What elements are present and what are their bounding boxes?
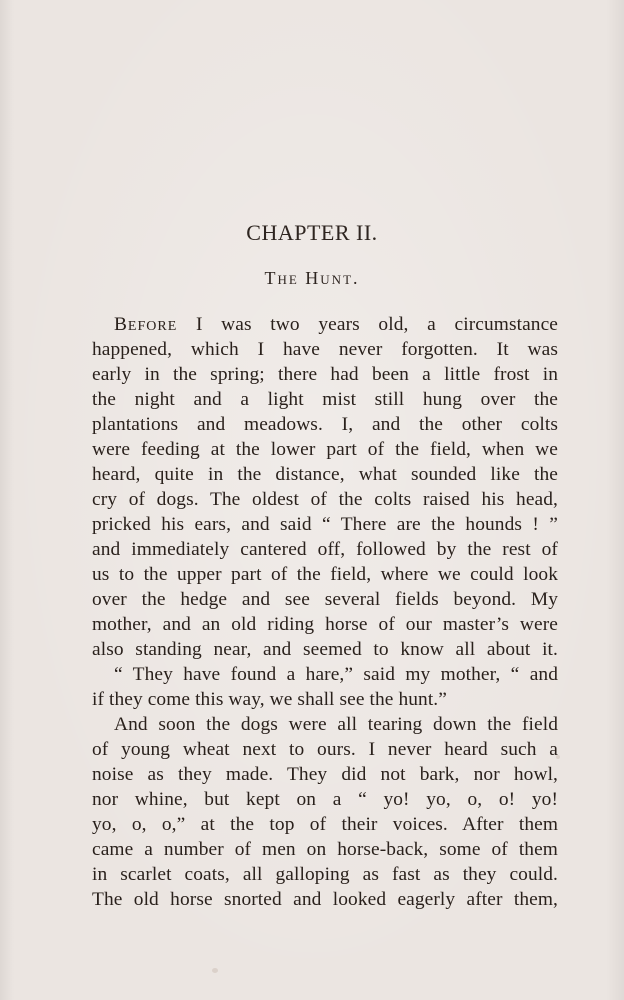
text-line-content: “ They have found a hare,” said my mother, “ and bbox=[114, 664, 558, 685]
text-line bbox=[92, 512, 558, 537]
text-line bbox=[92, 812, 558, 837]
text-line-content: also standing near, and seemed to know all about it. bbox=[92, 639, 558, 660]
text-line-content: in scarlet coats, all galloping as fast as they could. bbox=[92, 864, 558, 885]
text-line-content: mother, and an old riding horse of our master’s were bbox=[92, 614, 558, 635]
text-line bbox=[92, 387, 558, 412]
chapter-body-text bbox=[92, 312, 558, 912]
chapter-title: CHAPTER II. bbox=[246, 220, 378, 245]
text-line bbox=[92, 637, 558, 662]
text-line bbox=[92, 887, 558, 912]
text-line-content: the night and a light mist still hung over the bbox=[92, 389, 558, 410]
text-line-content: plantations and meadows. I, and the other colts bbox=[92, 414, 558, 435]
text-line bbox=[92, 562, 558, 587]
text-line bbox=[92, 712, 558, 737]
paper-stain bbox=[556, 755, 560, 759]
paper-stain bbox=[212, 968, 218, 973]
text-line-content: heard, quite in the distance, what sounded like the bbox=[92, 464, 558, 485]
text-line bbox=[92, 462, 558, 487]
text-line bbox=[92, 862, 558, 887]
text-line-content: cry of dogs. The oldest of the colts raised his head, bbox=[92, 489, 558, 510]
text-line-content: of young wheat next to ours. I never heard such a bbox=[92, 739, 558, 760]
text-line-content: if they come this way, we shall see the hunt.” bbox=[92, 689, 447, 710]
text-line-content: early in the spring; there had been a little frost in bbox=[92, 364, 558, 385]
text-line-content: I was two years old, a circumstance bbox=[177, 314, 558, 335]
text-line bbox=[92, 837, 558, 862]
text-line-content: The old horse snorted and looked eagerly after them, bbox=[92, 889, 558, 910]
text-line-content: were feeding at the lower part of the field, when we bbox=[92, 439, 558, 460]
text-line bbox=[92, 337, 558, 362]
text-line bbox=[92, 662, 558, 687]
text-line bbox=[92, 762, 558, 787]
small-caps-opening-word: Before bbox=[114, 314, 178, 335]
text-line bbox=[92, 362, 558, 387]
text-line-content: happened, which I have never forgotten. It was bbox=[92, 339, 558, 360]
text-line bbox=[92, 737, 558, 762]
text-line-content: over the hedge and see several fields beyond. My bbox=[92, 589, 558, 610]
text-line bbox=[92, 487, 558, 512]
text-line bbox=[92, 687, 558, 712]
text-line bbox=[92, 312, 558, 337]
text-line bbox=[92, 787, 558, 812]
text-line-content: And soon the dogs were all tearing down the field bbox=[114, 714, 558, 735]
text-line bbox=[92, 587, 558, 612]
text-line bbox=[92, 537, 558, 562]
text-line bbox=[92, 612, 558, 637]
text-line-content: and immediately cantered off, followed by the rest of bbox=[92, 539, 558, 560]
text-line-content: us to the upper part of the field, where we could look bbox=[92, 564, 558, 585]
text-line-content: noise as they made. They did not bark, nor howl, bbox=[92, 764, 558, 785]
text-line bbox=[92, 412, 558, 437]
text-line bbox=[92, 437, 558, 462]
text-line-content: came a number of men on horse-back, some of them bbox=[92, 839, 558, 860]
text-line-content: pricked his ears, and said “ There are the hounds ! ” bbox=[92, 514, 558, 535]
text-line-content: yo, o, o,” at the top of their voices. After them bbox=[92, 814, 558, 835]
section-title: The Hunt. bbox=[264, 268, 360, 288]
text-line-content: nor whine, but kept on a “ yo! yo, o, o! yo! bbox=[92, 789, 558, 810]
